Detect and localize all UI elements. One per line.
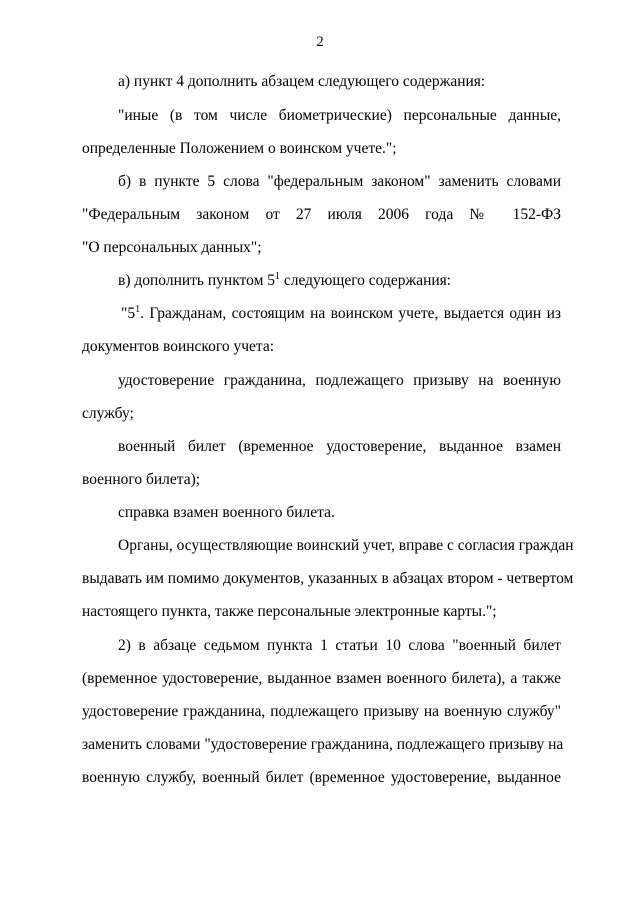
- paragraph-b-line-2: "Федеральным законом от 27 июля 2006 года № 152-ФЗ: [82, 206, 561, 223]
- paragraph-2-line-5: военную службу, военный билет (временное удостоверение, выданное: [82, 769, 561, 786]
- quote-line-1: "иные (в том числе биометрические) персональные данные,: [118, 107, 561, 124]
- paragraph-v-text-end: следующего содержания:: [280, 272, 452, 289]
- quote-line-2: определенные Положением о воинском учете.";: [82, 140, 397, 157]
- organs-line-2: выдавать им помимо документов, указанных в абзацах втором - четвертом: [82, 570, 574, 587]
- page-number: 2: [316, 34, 324, 50]
- doc-list-1-line-1: удостоверение гражданина, подлежащего призыву на военную: [118, 372, 561, 389]
- doc-list-1-line-2: службу;: [82, 405, 134, 422]
- paragraph-2-line-3: удостоверение гражданина, подлежащего призыву на военную службу": [82, 703, 561, 720]
- item-5-1-text: . Гражданам, состоящим на воинском учете, выдается один из: [140, 305, 561, 322]
- paragraph-2-line-1: 2) в абзаце седьмом пункта 1 статьи 10 слова "военный билет: [118, 637, 561, 654]
- paragraph-a-line-1: а) пункт 4 дополнить абзацем следующего содержания:: [118, 73, 486, 90]
- superscript: 1: [135, 304, 141, 315]
- doc-list-2-line-1: военный билет (временное удостоверение, выданное взамен: [118, 438, 561, 455]
- doc-list-2-line-2: военного билета);: [82, 471, 201, 488]
- organs-line-3: настоящего пункта, также персональные электронные карты.";: [82, 603, 497, 620]
- paragraph-2-line-4: заменить словами "удостоверение гражданина, подлежащего призыву на: [82, 736, 564, 753]
- superscript: 1: [275, 271, 280, 282]
- doc-list-3-line-1: справка взамен военного билета.: [118, 504, 335, 521]
- paragraph-2-line-2: (временное удостоверение, выданное взамен военного билета), а также: [82, 670, 561, 687]
- item-5-1-line-1: [121, 304, 561, 324]
- paragraph-v-text: в) дополнить пунктом 5: [118, 272, 275, 289]
- item-5-1-line-2: документов воинского учета:: [82, 338, 275, 355]
- item-5-1-number: "5: [121, 305, 136, 322]
- paragraph-b-line-3: "О персональных данных";: [82, 239, 262, 256]
- paragraph-b-line-1: б) в пункте 5 слова "федеральным законом" заменить словами: [118, 173, 561, 190]
- organs-line-1: Органы, осуществляющие воинский учет, вправе с согласия граждан: [118, 537, 574, 554]
- paragraph-v-line-1: [118, 271, 451, 291]
